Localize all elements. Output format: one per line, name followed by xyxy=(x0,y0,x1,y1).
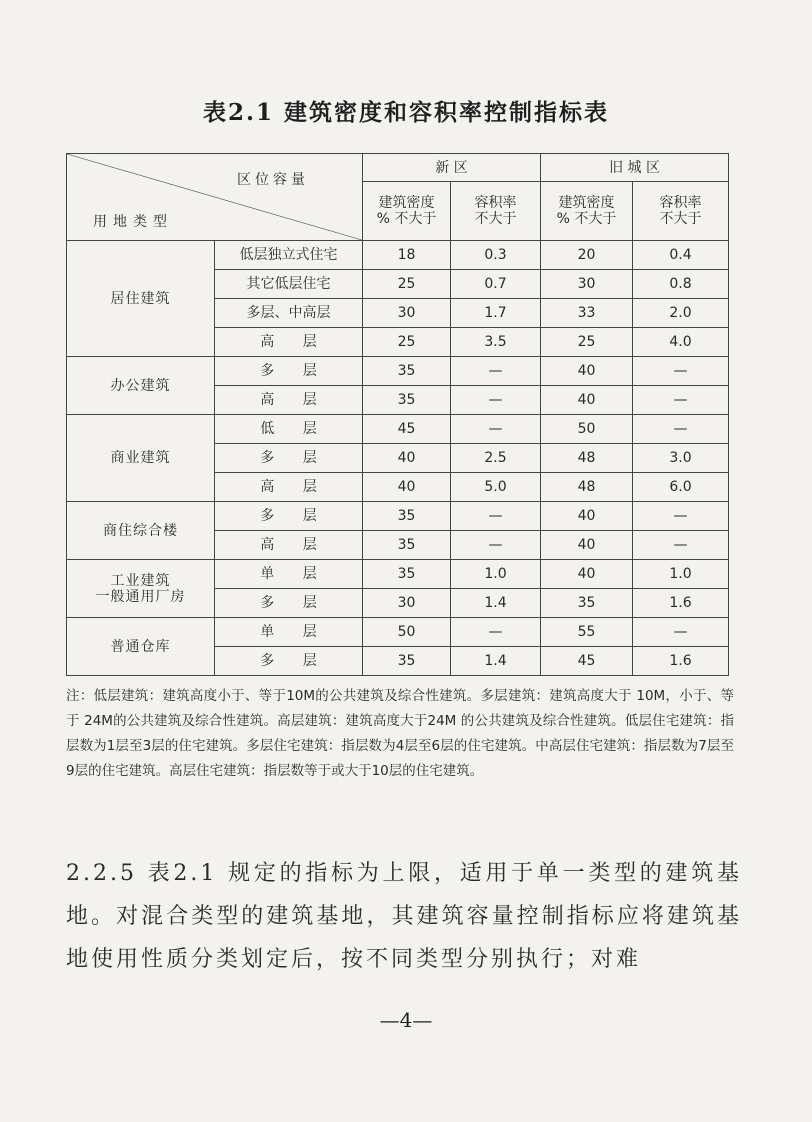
new-far-cell: — xyxy=(451,386,541,415)
subtype-cell: 高 层 xyxy=(215,328,363,357)
land-type-cell: 办公建筑 xyxy=(67,357,215,415)
table-note: 注：低层建筑：建筑高度小于、等于10M的公共建筑及综合性建筑。多层建筑：建筑高度大于 10M，小于、等于 24M的公共建筑及综合性建筑。高层建筑：建筑高度大于24M 的公共建筑及综合性建筑。低层住宅建筑：指层数为1层至3层的住宅建筑。多层住宅建筑：指层数为4层至6层的住宅建筑。中高层住宅建筑：指层数为7层至9层的住宅建筑。高层住宅建筑：指层数等于或大于10层的住宅建筑。 xyxy=(66,688,734,779)
table-row xyxy=(67,241,729,270)
new-far-cell: — xyxy=(451,502,541,531)
new-far-cell: 1.7 xyxy=(451,299,541,328)
old-far-cell: 1.6 xyxy=(633,647,729,676)
subtype-cell: 多层、中高层 xyxy=(215,299,363,328)
header-diagonal-cell xyxy=(67,154,363,241)
page-number: —4— xyxy=(379,1008,433,1032)
header-new-zone: 新 区 xyxy=(363,154,541,182)
new-density-cell: 35 xyxy=(363,560,451,589)
old-far-cell: 0.8 xyxy=(633,270,729,299)
subtype-cell: 多 层 xyxy=(215,647,363,676)
subtype-cell: 高 层 xyxy=(215,386,363,415)
old-density-cell: 48 xyxy=(541,473,633,502)
new-far-cell: — xyxy=(451,531,541,560)
old-density-cell: 48 xyxy=(541,444,633,473)
old-far-cell: 1.6 xyxy=(633,589,729,618)
new-density-cell: 25 xyxy=(363,328,451,357)
header-zone-capacity: 区位容量 xyxy=(237,172,309,188)
header-old-far: 容积率 不大于 xyxy=(633,182,729,241)
header-new-far: 容积率 不大于 xyxy=(451,182,541,241)
old-density-cell: 20 xyxy=(541,241,633,270)
old-far-cell: — xyxy=(633,386,729,415)
subtype-cell: 多 层 xyxy=(215,502,363,531)
old-far-cell: 4.0 xyxy=(633,328,729,357)
subtype-cell: 其它低层住宅 xyxy=(215,270,363,299)
new-density-cell: 18 xyxy=(363,241,451,270)
old-far-cell: 1.0 xyxy=(633,560,729,589)
subtype-cell: 低层独立式住宅 xyxy=(215,241,363,270)
old-far-cell: 2.0 xyxy=(633,299,729,328)
subtype-cell: 高 层 xyxy=(215,531,363,560)
land-type-cell: 居住建筑 xyxy=(67,241,215,357)
new-far-cell: 2.5 xyxy=(451,444,541,473)
old-density-cell: 30 xyxy=(541,270,633,299)
new-density-cell: 40 xyxy=(363,473,451,502)
land-type-cell: 商住综合楼 xyxy=(67,502,215,560)
old-far-cell: — xyxy=(633,618,729,647)
control-index-table xyxy=(66,153,729,676)
header-land-type: 用地类型 xyxy=(93,214,173,230)
subtype-cell: 多 层 xyxy=(215,589,363,618)
land-type-cell: 工业建筑 一般通用厂房 xyxy=(67,560,215,618)
old-far-cell: 0.4 xyxy=(633,241,729,270)
header-old-zone: 旧 城 区 xyxy=(541,154,729,182)
old-far-cell: — xyxy=(633,502,729,531)
table-row xyxy=(67,618,729,647)
old-density-cell: 55 xyxy=(541,618,633,647)
new-far-cell: 1.4 xyxy=(451,647,541,676)
land-type-cell: 商业建筑 xyxy=(67,415,215,502)
new-density-cell: 30 xyxy=(363,589,451,618)
subtype-cell: 高 层 xyxy=(215,473,363,502)
new-density-cell: 35 xyxy=(363,386,451,415)
subtype-cell: 低 层 xyxy=(215,415,363,444)
table-row xyxy=(67,415,729,444)
old-density-cell: 25 xyxy=(541,328,633,357)
new-far-cell: 5.0 xyxy=(451,473,541,502)
new-far-cell: 0.3 xyxy=(451,241,541,270)
old-density-cell: 35 xyxy=(541,589,633,618)
old-density-cell: 40 xyxy=(541,531,633,560)
new-density-cell: 35 xyxy=(363,502,451,531)
subtype-cell: 多 层 xyxy=(215,444,363,473)
new-far-cell: — xyxy=(451,357,541,386)
clause-2-2-5: 2.2.5 表2.1 规定的指标为上限，适用于单一类型的建筑基地。对混合类型的建筑基地，其建筑容量控制指标应将建筑基地使用性质分类划定后，按不同类型分别执行；对难 xyxy=(66,861,742,972)
old-density-cell: 50 xyxy=(541,415,633,444)
table-row xyxy=(67,357,729,386)
new-density-cell: 35 xyxy=(363,647,451,676)
new-density-cell: 45 xyxy=(363,415,451,444)
subtype-cell: 单 层 xyxy=(215,560,363,589)
subtype-cell: 多 层 xyxy=(215,357,363,386)
new-density-cell: 50 xyxy=(363,618,451,647)
new-far-cell: — xyxy=(451,618,541,647)
new-far-cell: — xyxy=(451,415,541,444)
new-density-cell: 35 xyxy=(363,531,451,560)
new-density-cell: 25 xyxy=(363,270,451,299)
old-far-cell: 6.0 xyxy=(633,473,729,502)
table-title: 表2.1 建筑密度和容积率控制指标表 xyxy=(202,99,610,126)
new-density-cell: 30 xyxy=(363,299,451,328)
old-density-cell: 40 xyxy=(541,386,633,415)
header-new-density: 建筑密度 % 不大于 xyxy=(363,182,451,241)
old-far-cell: — xyxy=(633,531,729,560)
old-density-cell: 40 xyxy=(541,560,633,589)
new-far-cell: 1.4 xyxy=(451,589,541,618)
new-density-cell: 35 xyxy=(363,357,451,386)
old-far-cell: — xyxy=(633,415,729,444)
header-old-density: 建筑密度 % 不大于 xyxy=(541,182,633,241)
old-density-cell: 40 xyxy=(541,502,633,531)
land-type-cell: 普通仓库 xyxy=(67,618,215,676)
table-row xyxy=(67,560,729,589)
table-row xyxy=(67,502,729,531)
old-density-cell: 33 xyxy=(541,299,633,328)
new-far-cell: 3.5 xyxy=(451,328,541,357)
old-density-cell: 45 xyxy=(541,647,633,676)
new-density-cell: 40 xyxy=(363,444,451,473)
new-far-cell: 1.0 xyxy=(451,560,541,589)
subtype-cell: 单 层 xyxy=(215,618,363,647)
new-far-cell: 0.7 xyxy=(451,270,541,299)
old-far-cell: — xyxy=(633,357,729,386)
old-density-cell: 40 xyxy=(541,357,633,386)
old-far-cell: 3.0 xyxy=(633,444,729,473)
